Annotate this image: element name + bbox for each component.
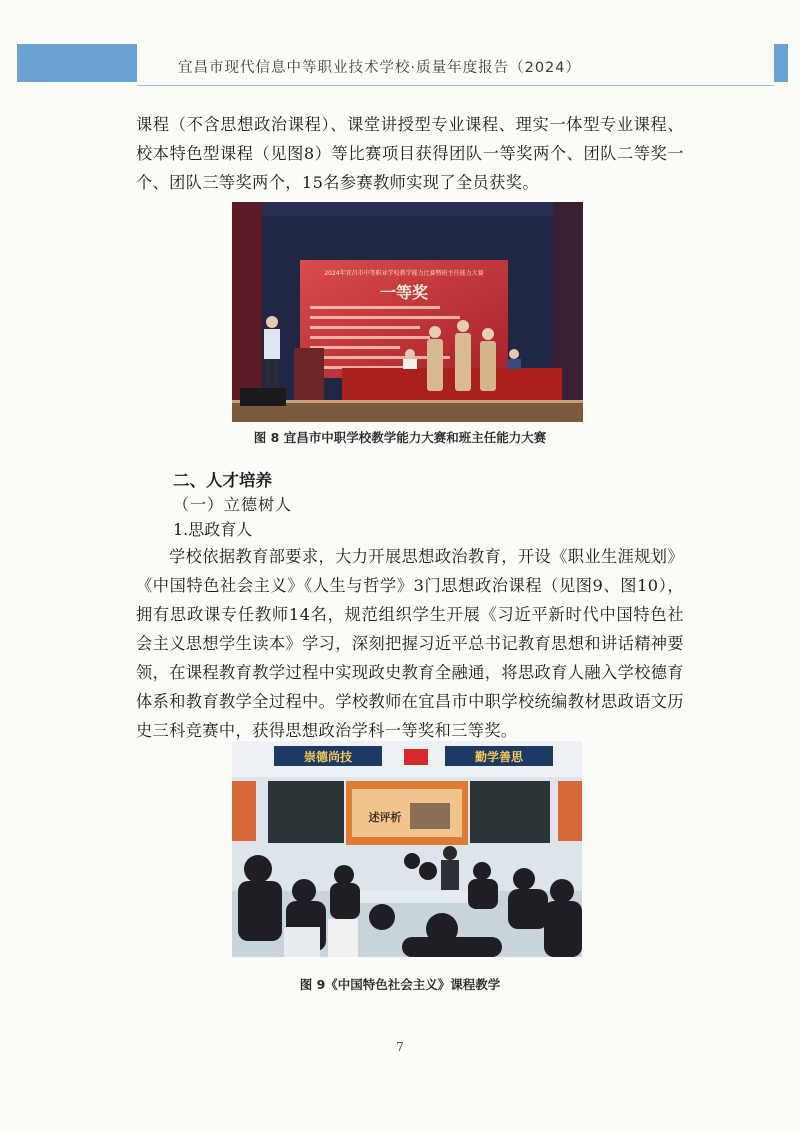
header-rule [137, 85, 774, 86]
classroom-illustration [232, 741, 582, 957]
figure-8-photo [232, 202, 583, 422]
classroom-banner-left: 崇德尚技 [303, 750, 353, 764]
figure-9-caption: 图 9《中国特色社会主义》课程教学 [299, 977, 501, 992]
banner-prize-text: 一等奖 [379, 283, 429, 302]
page-number: 7 [396, 1040, 404, 1054]
screen-text: 述评析 [368, 811, 402, 824]
paragraph-ideological-education: 学校依据教育部要求，大力开展思想政治教育，开设《职业生涯规划》《中国特色社会主义》《人生与哲学》3门思想政治课程（见图9、图10），拥有思政课专任教师14名，规范组织学生开展《习近平新时代中国特色社会主义思想学生读本》学习，深刻把握习近平总书记教育思想和讲话精神要领，在课程教育教学过程中实现政史教育全融通，将思政育人融入学校德育体系和教育教学全过程中。学校教师在宜昌市中职学校统编教材思政语文历史三科竞赛中，获得思想政治学科一等奖和三等奖。 [136, 547, 684, 740]
banner-title-text: 2024年宜昌市中等职业学校教学能力比赛暨班主任能力大赛 [324, 270, 484, 277]
figure-8-caption: 图 8 宜昌市中职学校教学能力大赛和班主任能力大赛 [253, 430, 547, 445]
award-ceremony-illustration [232, 202, 583, 422]
paragraph-competition-results: 课程（不含思想政治课程）、课堂讲授型专业课程、理实一体型专业课程、校本特色型课程（见图8）等比赛项目获得团队一等奖两个、团队二等奖一个、团队三等奖两个，15名参赛教师实现了全员获奖。 [136, 115, 684, 192]
figure-9-photo [232, 741, 582, 957]
header-title: 宜昌市现代信息中等职业技术学校·质量年度报告（2024） [178, 60, 582, 76]
item-heading: 1.思政育人 [173, 520, 253, 539]
subsection-heading: （一）立德树人 [173, 495, 293, 514]
header-accent-bar-left [17, 44, 137, 82]
section-heading: 二、人才培养 [173, 471, 272, 490]
classroom-banner-right: 勤学善思 [474, 750, 524, 764]
header-accent-bar-right [774, 44, 788, 82]
